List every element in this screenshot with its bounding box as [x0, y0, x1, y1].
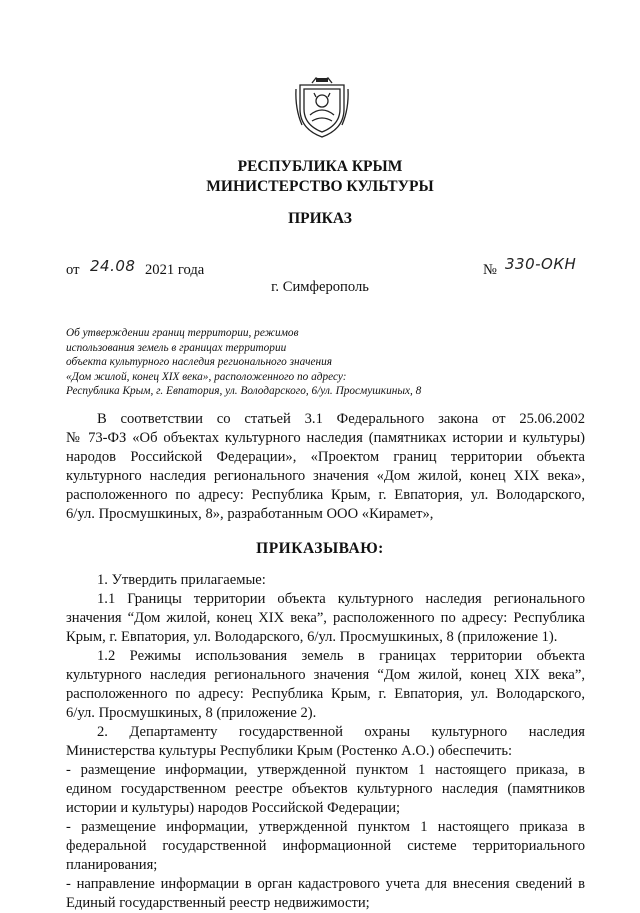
- date-prefix: от: [66, 262, 80, 278]
- item-line: федеральной государственной информационной системе территориального: [66, 838, 585, 854]
- item-line: Единый государственный реестр недвижимости;: [66, 895, 370, 911]
- preamble-line: № 73-ФЗ «Об объектах культурного наследия (памятниках истории и культуры): [66, 430, 585, 446]
- item-line: - направление информации в орган кадастрового учета для внесения сведений в: [66, 876, 585, 892]
- subject-block: [66, 326, 421, 399]
- item-line: 6/ул. Просмушкиных, 8 (приложение 2).: [66, 705, 317, 721]
- item-line: культурного наследия регионального значения “Дом жилой, конец XIX века”,: [66, 667, 585, 683]
- preamble-line: народов Российской Федерации», «Проектом границ территории объекта: [66, 449, 585, 465]
- preamble-line: расположенного по адресу: Республика Крым, г. Евпатория, ул. Володарского,: [66, 487, 585, 503]
- item-line: значения “Дом жилой, конец XIX века”, расположенного по адресу: Республика: [66, 610, 585, 626]
- ministry-title: МИНИСТЕРСТВО КУЛЬТУРЫ: [206, 178, 434, 195]
- item-line: 2. Департаменту государственной охраны культурного наследия: [97, 724, 585, 740]
- date-handwritten: 24.08: [90, 257, 136, 275]
- preamble-line: В соответствии со статьей 3.1 Федерального закона от 25.06.2002: [97, 411, 585, 427]
- preamble-line: культурного наследия регионального значения «Дом жилой, конец XIX века»,: [66, 468, 585, 484]
- republic-title: РЕСПУБЛИКА КРЫМ: [237, 158, 403, 175]
- subject-line: «Дом жилой, конец XIX века», расположенного по адресу:: [66, 370, 347, 383]
- item-line: Крым, г. Евпатория, ул. Володарского, 6/ул. Просмушкиных, 8 (приложение 1).: [66, 629, 558, 645]
- date-year: 2021 года: [145, 262, 205, 278]
- item-line: - размещение информации, утвержденной пунктом 1 настоящего приказа, в: [66, 762, 585, 778]
- subject-line: объекта культурного наследия регионального значения: [66, 356, 333, 369]
- item-line: - размещение информации, утвержденной пунктом 1 настоящего приказа в: [66, 819, 585, 835]
- preamble-line: 6/ул. Просмушкиных, 8», разработанным ООО «Кирамет»,: [66, 506, 434, 522]
- city-line: г. Симферополь: [271, 279, 369, 295]
- subject-line: Республика Крым, г. Евпатория, ул. Володарского, 6/ул. Просмушкиных, 8: [66, 385, 422, 398]
- item-line: расположенного по адресу: Республика Крым, г. Евпатория, ул. Володарского,: [66, 686, 585, 702]
- crimea-coat-of-arms-icon: [294, 75, 350, 141]
- item-line: Министерства культуры Республики Крым (Ростенко А.О.) обеспечить:: [66, 743, 513, 759]
- item-line: истории и культуры) народов Российской Федерации;: [66, 800, 401, 816]
- doc-type-title: ПРИКАЗ: [288, 210, 352, 227]
- item-line: 1.2 Режимы использования земель в границах территории объекта: [97, 648, 585, 664]
- item-line: 1.1 Границы территории объекта культурного наследия регионального: [97, 591, 585, 607]
- order-items: [66, 571, 585, 913]
- order-heading: ПРИКАЗЫВАЮ:: [256, 540, 384, 557]
- number-label: №: [483, 262, 497, 278]
- subject-line: Об утверждении границ территории, режимов: [66, 327, 299, 339]
- subject-line: использования земель в границах территории: [66, 341, 287, 354]
- preamble-paragraph: [66, 410, 585, 524]
- number-handwritten: 330-ОКН: [505, 255, 577, 273]
- item-line: 1. Утвердить прилагаемые:: [97, 572, 266, 588]
- item-line: планирования;: [66, 857, 158, 873]
- item-line: едином государственном реестре объектов культурного наследия (памятников: [66, 781, 585, 797]
